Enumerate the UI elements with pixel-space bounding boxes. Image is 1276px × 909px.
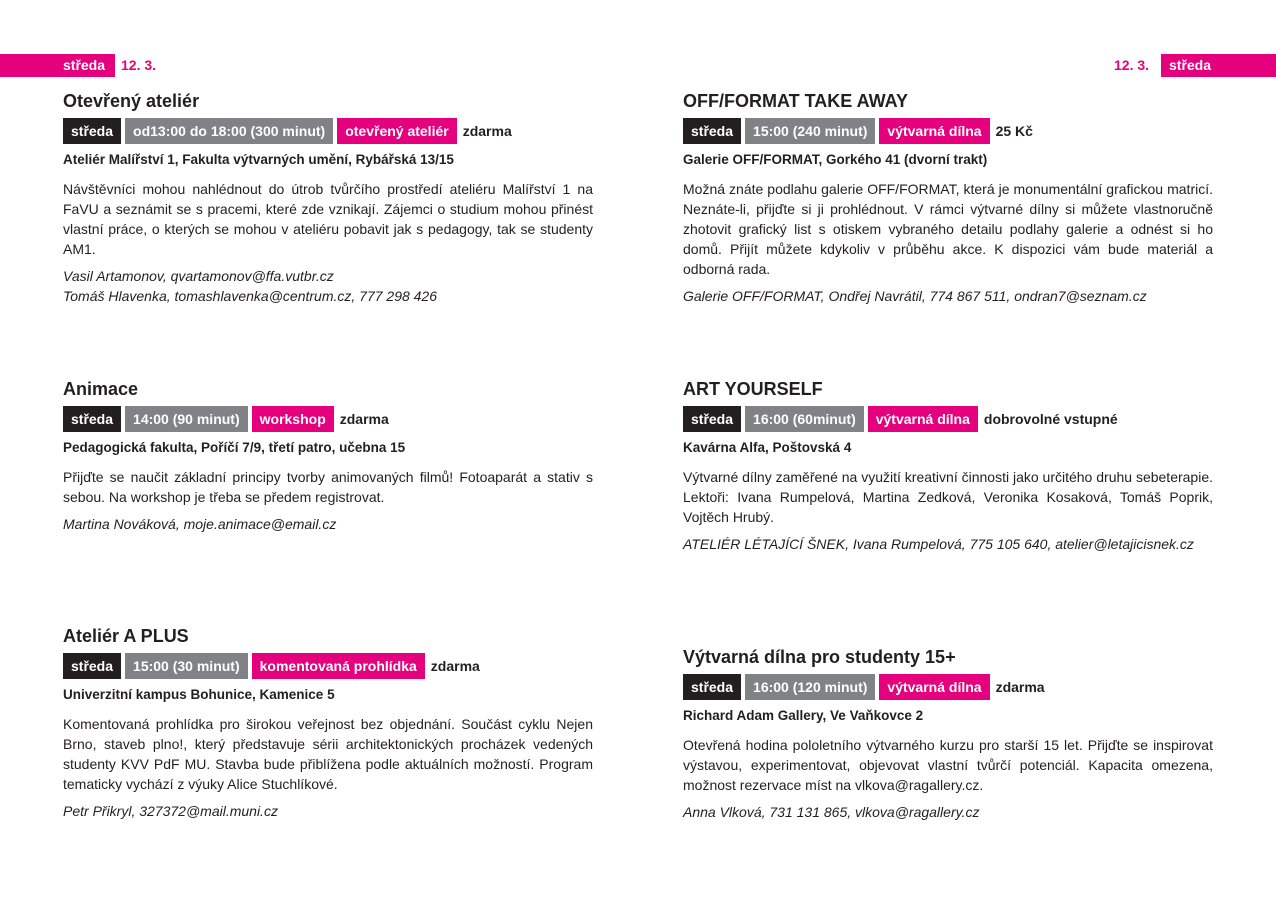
event-contact: ATELIÉR LÉTAJÍCÍ ŠNEK, Ivana Rumpelová, 775 105 640, atelier@letajicisnek.cz bbox=[683, 536, 1194, 552]
header-day-bar-right bbox=[1161, 54, 1276, 77]
event-title: Výtvarná dílna pro studenty 15+ bbox=[683, 647, 956, 667]
event-tags bbox=[683, 118, 1213, 144]
event-title: Otevřený ateliér bbox=[63, 91, 200, 111]
event-contact: Galerie OFF/FORMAT, Ondřej Navrátil, 774 867 511, ondran7@seznam.cz bbox=[683, 288, 1147, 304]
event-tags bbox=[63, 118, 593, 144]
time-tag: 16:00 (60minut) bbox=[745, 406, 864, 432]
event-card bbox=[63, 376, 593, 534]
type-tag: výtvarná dílna bbox=[879, 118, 989, 144]
price: zdarma bbox=[462, 123, 512, 139]
event-tags bbox=[63, 406, 593, 432]
price: 25 Kč bbox=[995, 123, 1033, 139]
event-place: Univerzitní kampus Bohunice, Kamenice 5 bbox=[63, 687, 335, 702]
event-description: Přijďte se naučit základní principy tvorby animovaných filmů! Fotoaparát a stativ s sebou. Na workshop je třeba se předem registrovat. bbox=[63, 469, 593, 505]
price: dobrovolné vstupné bbox=[983, 411, 1118, 427]
event-card bbox=[683, 376, 1213, 554]
type-tag: komentovaná prohlídka bbox=[252, 653, 425, 679]
event-place: Ateliér Malířství 1, Fakulta výtvarných umění, Rybářská 13/15 bbox=[63, 152, 454, 167]
event-contact: Anna Vlková, 731 131 865, vlkova@ragallery.cz bbox=[683, 804, 980, 820]
price: zdarma bbox=[339, 411, 389, 427]
event-place: Kavárna Alfa, Poštovská 4 bbox=[683, 440, 852, 455]
day-tag: středa bbox=[63, 406, 121, 432]
time-tag: od13:00 do 18:00 (300 minut) bbox=[125, 118, 333, 144]
time-tag: 16:00 (120 minut) bbox=[745, 674, 875, 700]
time-tag: 15:00 (30 minut) bbox=[125, 653, 248, 679]
event-card bbox=[63, 88, 593, 306]
event-card bbox=[63, 623, 593, 821]
event-place: Richard Adam Gallery, Ve Vaňkovce 2 bbox=[683, 708, 924, 723]
day-tag: středa bbox=[683, 406, 741, 432]
event-tags bbox=[63, 653, 593, 679]
event-description: Výtvarné dílny zaměřené na využití kreativní činnosti jako určitého druhu sebeterapie. Lektoři: Ivana Rumpelová, Martina Zedková, Veronika Kosaková, Tomáš Poprik, Vojtěch Hrubý. bbox=[683, 469, 1213, 525]
event-place: Pedagogická fakulta, Poříčí 7/9, třetí patro, učebna 15 bbox=[63, 440, 406, 455]
type-tag: výtvarná dílna bbox=[879, 674, 989, 700]
type-tag: výtvarná dílna bbox=[868, 406, 978, 432]
price: zdarma bbox=[430, 658, 480, 674]
event-place: Galerie OFF/FORMAT, Gorkého 41 (dvorní trakt) bbox=[683, 152, 988, 167]
event-card bbox=[683, 88, 1213, 306]
time-tag: 14:00 (90 minut) bbox=[125, 406, 248, 432]
day-tag: středa bbox=[63, 118, 121, 144]
event-title: Ateliér A PLUS bbox=[63, 626, 189, 646]
event-description: Návštěvníci mohou nahlédnout do útrob tvůrčího prostředí ateliéru Malířství 1 na FaVU a seznámit se s pracemi, které zde vznikají. Zájemci o studium mohou přinést vlastní práce, o kterých se mohou v ateliéru pobavit jak s pedagogy, tak se studenty AM1. bbox=[63, 181, 593, 257]
day-tag: středa bbox=[683, 674, 741, 700]
event-card bbox=[683, 644, 1213, 822]
header-date-right: 12. 3. bbox=[1114, 57, 1150, 73]
event-contact: Vasil Artamonov, qvartamonov@ffa.vutbr.cz Tomáš Hlavenka, tomashlavenka@centrum.cz, 777 298 426 bbox=[63, 268, 438, 304]
event-tags bbox=[683, 674, 1213, 700]
type-tag: workshop bbox=[252, 406, 334, 432]
type-tag: otevřený ateliér bbox=[337, 118, 457, 144]
day-tag: středa bbox=[63, 653, 121, 679]
event-title: ART YOURSELF bbox=[683, 379, 823, 399]
price: zdarma bbox=[995, 679, 1045, 695]
time-tag: 15:00 (240 minut) bbox=[745, 118, 875, 144]
header-day-right: středa bbox=[1169, 57, 1212, 73]
header-day-bar-left bbox=[0, 54, 115, 77]
event-description: Otevřená hodina pololetního výtvarného kurzu pro starší 15 let. Přijďte se inspirovat výstavou, experimentovat, objevovat vlastní tvůrčí potenciál. Kapacita omezena, možnost rezervace míst na vlkova@ragallery.cz. bbox=[683, 737, 1213, 793]
event-title: Animace bbox=[63, 379, 139, 399]
event-contact: Martina Nováková, moje.animace@email.cz bbox=[63, 516, 337, 532]
event-description: Komentovaná prohlídka pro širokou veřejnost bez objednání. Součást cyklu Nejen Brno, staveb plno!, který představuje sérii architektonických procházek vedených studenty KVV PdF MU. Stavba bude přiblížena podle aktuálních možností. Program tematicky vychází z výuky Alice Stuchlíkové. bbox=[63, 716, 593, 792]
event-contact: Petr Přikryl, 327372@mail.muni.cz bbox=[63, 803, 278, 819]
day-tag: středa bbox=[683, 118, 741, 144]
header-day-left: středa bbox=[63, 57, 106, 73]
event-title: OFF/FORMAT TAKE AWAY bbox=[683, 91, 908, 111]
event-tags bbox=[683, 406, 1213, 432]
event-description: Možná znáte podlahu galerie OFF/FORMAT, která je monumentální grafickou matricí. Neznáte-li, přijďte si ji prohlédnout. V rámci výtvarné dílny si můžete vlastnoručně zhotovit grafický list s otiskem vybraného detailu podlahy galerie a odnést si ho domů. Přijít můžete kdykoliv v průběhu akce. K dispozici vám bude materiál a odborná rada. bbox=[683, 181, 1213, 277]
header-date-left: 12. 3. bbox=[121, 57, 157, 73]
